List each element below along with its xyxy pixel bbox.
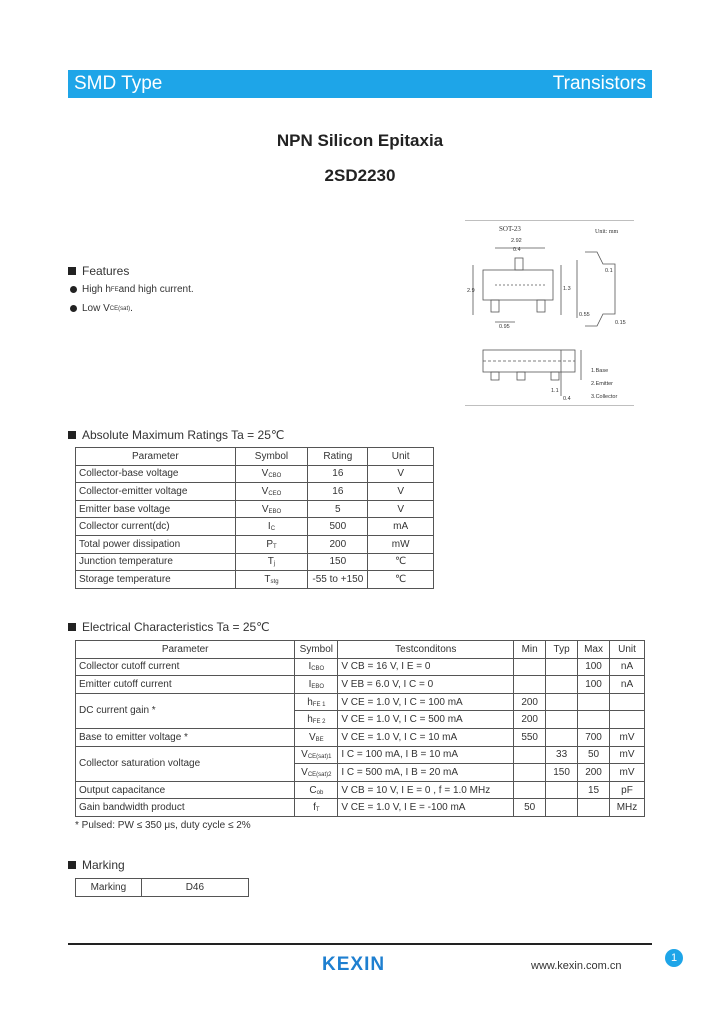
table-row: Total power dissipation $P_T$ 200 mW [76,535,434,553]
table-header-row: Parameter Symbol Rating Unit [76,448,434,466]
table-row: $h_{FE 2}$ V CE = 1.0 V, I C = 500 mA 200 [76,711,645,729]
abs-ratings-table [75,447,434,589]
dim-label: 0.95 [499,324,510,330]
table-row: Base to emitter voltage * $V_{BE}$ V CE = 1.0 V, I C = 10 mA 550 700 mV [76,728,645,746]
table-row: Storage temperature $T_{stg}$ -55 to +150 ℃ [76,571,434,589]
square-bullet-icon [68,431,76,439]
feature-item: Low V CE(sat) . [70,303,133,314]
header-right: Transistors [552,73,646,94]
footer-url[interactable]: www.kexin.com.cn [531,960,622,972]
table-header-row: Parameter Symbol Testconditons Min Typ Max Unit [76,641,645,659]
footer-rule [68,943,652,945]
square-bullet-icon [68,267,76,275]
dim-label: 0.55 [579,312,590,318]
part-number: 2SD2230 [324,166,396,185]
square-bullet-icon [68,623,76,631]
dim-label: 0.4 [513,247,521,253]
table-row: Emitter base voltage $V_{EBO}$ 5 V [76,500,434,518]
table-row: Collector-emitter voltage $V_{CEO}$ 16 V [76,483,434,501]
dim-label: 1.3 [563,286,571,292]
table-row: Collector current(dc) $I_C$ 500 mA [76,518,434,536]
table-row: Collector-base voltage $V_{CBO}$ 16 V [76,465,434,483]
page-title: NPN Silicon Epitaxia [276,131,444,150]
table-row: Junction temperature $T_j$ 150 ℃ [76,553,434,571]
table-row: $V_{CE(sat)2}$ I C = 500 mA, I B = 20 mA 150 200 mV [76,764,645,782]
table-row: Marking D46 [76,879,249,897]
package-drawing [465,220,634,406]
footnote: * Pulsed: PW ≤ 350 μs, duty cycle ≤ 2% [75,820,251,831]
header-banner [68,70,652,98]
package-name: SOT-23 [499,225,521,233]
dim-label: 1.1 [551,388,559,394]
table-row: Gain bandwidth product $f_T$ V CE = 1.0 V, I E = -100 mA 50 MHz [76,799,645,817]
features-heading: Features [68,264,129,278]
page-number: 1 [665,949,683,967]
bullet-icon [70,305,77,312]
dim-label: 0.15 [615,320,626,326]
square-bullet-icon [68,861,76,869]
dim-label: 2.9 [467,288,475,294]
elec-table [75,640,645,817]
dim-label: 0.1 [605,268,613,274]
table-row: Emitter cutoff current $I_{EBO}$ V EB = 6.0 V, I C = 0 100 nA [76,676,645,694]
table-row: DC current gain * $h_{FE 1}$ V CE = 1.0 V, I C = 100 mA 200 [76,693,645,711]
table-row: Collector cutoff current $I_{CBO}$ V CB = 16 V, I E = 0 100 nA [76,658,645,676]
elec-heading: Electrical Characteristics Ta = 25℃ [68,620,270,634]
abs-ratings-heading: Absolute Maximum Ratings Ta = 25℃ [68,428,284,442]
header-left: SMD Type [74,73,163,94]
pin-label: 3.Collector [591,394,618,400]
package-top-view [483,270,553,300]
table-row: Output capacitance $C_{ob}$ V CB = 10 V, I E = 0 , f = 1.0 MHz 15 pF [76,781,645,799]
feature-item: High h FE and high current. [70,284,194,295]
pin-label: 1.Base [591,368,609,374]
dim-label: 2.92 [511,238,522,244]
dim-label: 0.4 [563,396,571,402]
marking-heading: Marking [68,858,125,872]
kexin-logo: KEXIN [322,954,386,975]
bullet-icon [70,286,77,293]
table-row: Collector saturation voltage $V_{CE(sat)1}$ I C = 100 mA, I B = 10 mA 33 50 mV [76,746,645,764]
marking-table [75,878,249,897]
package-unit: Unit: mm [595,229,619,235]
pin-label: 2.Emitter [591,381,614,387]
